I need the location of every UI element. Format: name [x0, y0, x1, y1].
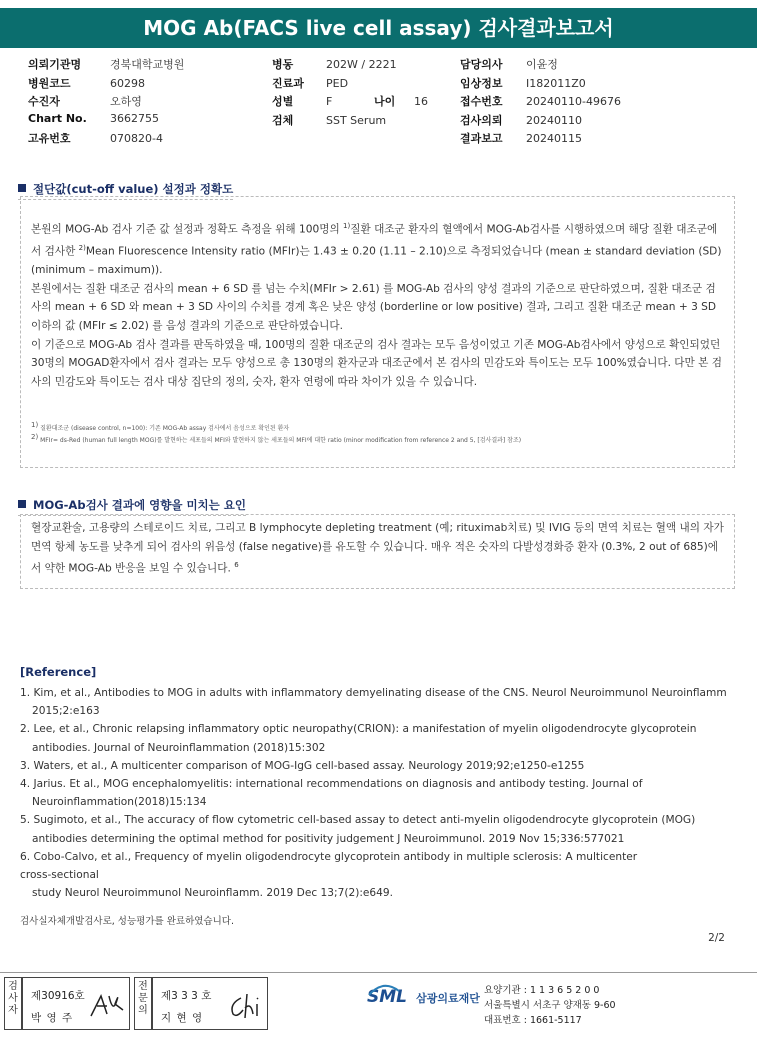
- cutoff-p1-b: 질환 대조군 환자의 혈액에서 MOG-Ab검사를 시행하였으며 해당 질환 대조군에서 검사한: [31, 223, 718, 258]
- org-code: 요양기관 : 1 1 3 6 5 2 0 0: [484, 985, 600, 996]
- reference-item-6-line-3: study Neurol Neuroimmunol Neuroinflamm. 2019 Dec 13;7(2):e649.: [32, 887, 394, 900]
- value-doctor: 이윤정: [526, 58, 558, 71]
- tester-license-no: 제30916호: [31, 990, 85, 1002]
- value-request-date: 20240110: [526, 113, 582, 127]
- reference-item-6-line-1: 6. Cobo-Calvo, et al., Frequency of myelin oligodendrocyte glycoprotein antibody in multiple sclerosis: A multicenter: [20, 850, 638, 863]
- value-department: PED: [326, 76, 349, 90]
- reference-item-3: 3. Waters, et al., A multicenter comparison of MOG-IgG cell-based assay. Neurology 2019;92;e1250-e1255: [20, 759, 585, 772]
- specialist-label: [134, 977, 152, 1030]
- label-doctor: 담당의사: [460, 58, 503, 71]
- value-age: 16: [414, 95, 428, 108]
- label-requesting-institution: 의뢰기관명: [28, 58, 82, 71]
- label-chart-no: Chart No.: [28, 111, 87, 125]
- tester-name: 박 영 주: [31, 1012, 74, 1024]
- cutoff-paragraph-1: [31, 217, 724, 280]
- report-title: MOG Ab(FACS live cell assay) 검사결과보고서: [0, 8, 757, 48]
- reference-heading: [Reference]: [20, 665, 97, 679]
- label-patient: 수진자: [28, 95, 60, 108]
- value-patient: 오하영: [110, 95, 142, 108]
- label-request-date: 검사의뢰: [460, 113, 503, 127]
- label-receipt-no: 접수번호: [460, 95, 503, 108]
- org-info: [484, 983, 616, 1028]
- org-address: 서울특별시 서초구 양재동 9-60: [484, 1000, 616, 1011]
- footnote-ref-2: 2): [78, 244, 86, 253]
- footnote-ref-1: 1): [343, 222, 351, 230]
- footer: [0, 972, 757, 1034]
- value-clinical-info: I182011Z0: [526, 76, 586, 90]
- value-chart-no: 3662755: [110, 111, 159, 125]
- label-department: 진료과: [272, 76, 304, 90]
- sml-logo: [367, 987, 480, 1007]
- value-specimen: SST Serum: [326, 113, 387, 127]
- value-hospital-code: 60298: [110, 76, 145, 90]
- label-sex: 성별: [272, 95, 294, 108]
- label-clinical-info: 임상정보: [460, 76, 503, 90]
- page-number: 2/2: [708, 932, 725, 944]
- value-report-date: 20240115: [526, 132, 582, 145]
- factors-text: 혈장교환술, 고용량의 스테로이드 치료, 그리고 B lymphocyte depleting treatment (예; rituximab치료) 및 IVIG 등의 면역 치료는 혈액 내의 자가면역 항체 농도를 낮추게 되어 검사의 위음성 (false negative)를 유도할 수 있습니다. 매우 적은 숫자의 다발성경화증 환자 (0.3%, 2 out of 685)에서 약한 MOG-Ab 반응을 보일 수 있습니다.: [31, 522, 724, 575]
- org-name: 삼광의료재단: [416, 992, 480, 1005]
- section-cutoff-box: [20, 196, 735, 468]
- tester-label: [4, 977, 22, 1030]
- reference-item-5: 5. Sugimoto, et al., The accuracy of flow cytometric cell-based assay to detect anti-myelin oligodendrocyte glycoprotein (MOG) antibodies determining the optimal method for positivity judgement J Neuroimmunol. 2019 Nov 15;336:577021: [20, 814, 696, 845]
- specialist-signature-box: [152, 977, 268, 1030]
- label-specimen: 검체: [272, 113, 294, 127]
- info-column-3: [460, 56, 621, 149]
- reference-item-6-line-2: cross-sectional: [20, 869, 99, 882]
- square-bullet-icon: [18, 500, 26, 508]
- reference-list: [20, 684, 735, 902]
- specialist-label-text: 전문의: [138, 981, 148, 1016]
- value-requesting-institution: 경북대학교병원: [110, 58, 185, 71]
- section-cutoff-heading-text: 절단값(cut-off value) 설정과 정확도: [33, 182, 234, 196]
- value-ward: 202W / 2221: [326, 58, 397, 71]
- tester-label-text: 검사자: [8, 981, 18, 1016]
- specialist-signature-icon: [225, 990, 265, 1022]
- reference-item-6: [20, 848, 735, 903]
- footnote-2-text: MFIr= ds-Red (human full length MOG)를 발현하는 세포들의 MFI와 발현하지 않는 세포들의 MFI에 대한 ratio (minor modification from reference 2 and 5, [검사결과] 참조): [40, 437, 522, 445]
- footnote-2: [31, 433, 724, 445]
- factors-ref-sup: 6: [234, 561, 239, 570]
- cutoff-p1-a: 본원의 MOG-Ab 검사 기준 값 설정과 정확도 측정을 위해 100명의: [31, 223, 344, 236]
- footnote-2-mark: 2): [31, 433, 39, 442]
- square-bullet-icon: [18, 184, 26, 192]
- sml-logo-arc-icon: [365, 981, 401, 1009]
- footnote-1-text: 질환대조군 (disease control, n=100): 기존 MOG-Ab assay 검사에서 음성으로 확인된 환자: [40, 425, 290, 433]
- label-age: 나이: [374, 95, 396, 108]
- info-column-1: [28, 56, 184, 149]
- specialist-license-no: 제3 3 3 호: [161, 990, 212, 1002]
- tester-signature-icon: [87, 990, 127, 1022]
- reference-item-4: 4. Jarius. Et al., MOG encephalomyelitis: international recommendations on diagnosis and antibody testing. Journal of Neuroinflammation(2018)15:134: [20, 778, 643, 809]
- section-factors-box: [20, 514, 735, 589]
- cutoff-p1-c: Mean Fluorescence Intensity ratio (MFIr)는 1.43 ± 0.20 (1.11 – 2.10)으로 측정되었습니다 (mean ± standard deviation (SD) (minimum – maximum)).: [31, 245, 722, 277]
- reference-item-1: 1. Kim, et al., Antibodies to MOG in adults with inflammatory demyelinating disease of the CNS. Neurol Neuroimmunol Neuroinflamm 2015;2:e163: [20, 687, 727, 718]
- section-factors-heading-text: MOG-Ab검사 결과에 영향을 미치는 요인: [33, 498, 246, 512]
- tester-signature-box: [22, 977, 130, 1030]
- logo-text: SML: [367, 987, 407, 1007]
- reference-item-2: 2. Lee, et al., Chronic relapsing inflammatory optic neuropathy(CRION): a manifestation of myelin oligodendrocyte glycoprotein antibodies. Journal of Neuroinflammation (2018)15:302: [20, 723, 697, 754]
- specialist-name: 지 현 영: [161, 1012, 204, 1024]
- factors-paragraph: [31, 519, 724, 578]
- cutoff-paragraph-2: 본원에서는 질환 대조군 검사의 mean + 6 SD 를 넘는 수치(MFIr > 2.61) 를 MOG-Ab 검사의 양성 결과의 기준으로 판단하였으며, 질환 대조군 검사의 mean + 6 SD 와 mean + 3 SD 사이의 수치를 경계 혹은 낮은 양성 (borderline or low positive) 결과, 그리고 질환 대조군 mean + 3 SD 이하의 값 (MFIr ≤ 2.02) 를 음성 결과의 기준으로 판단하였습니다.: [31, 282, 717, 333]
- label-hospital-code: 병원코드: [28, 76, 71, 90]
- value-unique-no: 070820-4: [110, 132, 163, 145]
- org-phone: 대표번호 : 1661-5117: [484, 1015, 582, 1026]
- label-unique-no: 고유번호: [28, 132, 71, 145]
- validation-note: 검사실자체개발검사로, 성능평가를 완료하였습니다.: [20, 916, 234, 927]
- value-sex: F: [326, 95, 333, 108]
- footnote-1-mark: 1): [31, 421, 39, 430]
- label-ward: 병동: [272, 58, 294, 71]
- value-receipt-no: 20240110-49676: [526, 95, 621, 108]
- cutoff-paragraph-3: 이 기준으로 MOG-Ab 검사 결과를 판독하였을 때, 100명의 질환 대조군의 검사 결과는 모두 음성이었고 기존 MOG-Ab검사에서 양성으로 확인되었던 30명의 MOGAD환자에서 검사 결과는 모두 양성으로 총 130명의 환자군과 대조군에서 본 검사의 민감도와 특이도는 모두 100%였습니다. 다만 본 검사의 민감도와 특이도는 검사 대상 집단의 정의, 숫자, 환자 연령에 따라 차이가 있을 수 있습니다.: [31, 338, 722, 388]
- label-report-date: 결과보고: [460, 132, 503, 145]
- footnote-1: [31, 421, 724, 433]
- info-column-2: [272, 56, 428, 130]
